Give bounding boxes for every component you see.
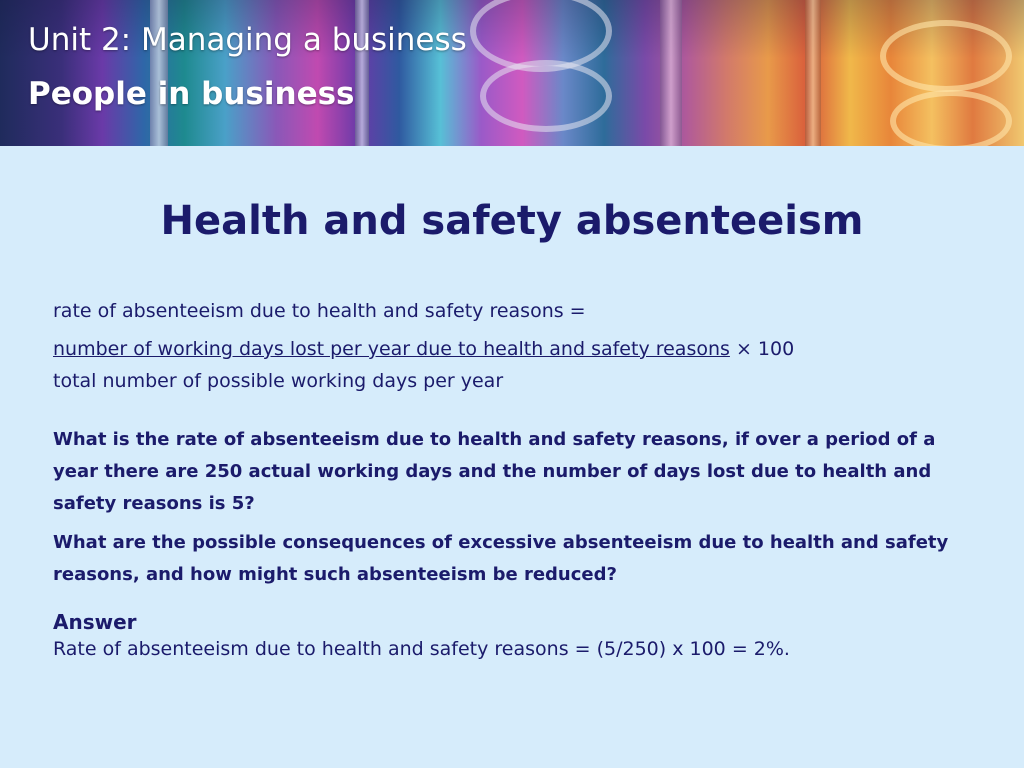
slide-heading: Health and safety absenteeism: [160, 198, 864, 244]
formula-denominator: total number of possible working days per year: [53, 370, 504, 392]
banner-ring-decoration: [890, 90, 1012, 146]
formula-multiplier: × 100: [729, 338, 795, 360]
unit-title: Unit 2: Managing a business: [28, 22, 467, 58]
answer-text: Rate of absenteeism due to health and safety reasons = (5/250) x 100 = 2%.: [53, 638, 790, 660]
answer-label: Answer: [53, 610, 137, 634]
header-banner: [0, 0, 1024, 146]
formula-numerator-line: [53, 338, 794, 360]
banner-ring-decoration: [880, 20, 1012, 92]
formula-numerator: number of working days lost per year due to health and safety reasons: [53, 338, 730, 360]
section-subtitle: People in business: [28, 76, 355, 112]
banner-pipe-decoration: [805, 0, 821, 146]
banner-pipe-decoration: [660, 0, 682, 146]
formula-lhs: rate of absenteeism due to health and safety reasons =: [53, 300, 586, 322]
question-2: What are the possible consequences of excessive absenteeism due to health and safety reasons, and how might such absenteeism be reduced?: [53, 532, 949, 585]
question-1: What is the rate of absenteeism due to health and safety reasons, if over a period of a year there are 250 actual working days and the number of days lost due to health and safety reasons is 5?: [53, 429, 936, 514]
banner-ring-decoration: [480, 60, 612, 132]
